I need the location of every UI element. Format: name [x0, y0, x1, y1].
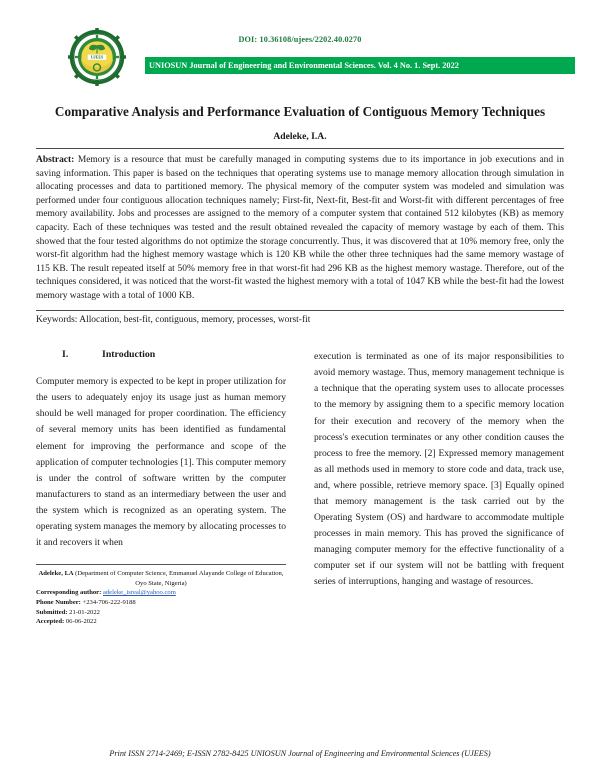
abstract-label: Abstract:: [36, 155, 75, 165]
section-heading: [36, 349, 286, 360]
submitted-value: 21-01-2022: [69, 608, 100, 616]
footnote-accepted-row: [36, 617, 286, 627]
abstract-paragraph: [36, 154, 564, 304]
doi-text: DOI: 10.36108/ujees/2202.40.0270: [238, 35, 362, 44]
column-right: [314, 349, 564, 627]
footnote-author-name: Adeleke, I.A: [38, 570, 74, 578]
submitted-label: Submitted:: [36, 608, 68, 616]
abstract-top-divider: [36, 148, 564, 149]
intro-right-text: execution is terminated as one of its major responsibilities to avoid memory wastage. Thus, memory management technique is a technique that the operating system uses to allocate processes to the memory by assigning them to a specific memory location for their execution and recovery of the memory when the process's execution terminates or any other condition causes the process to free the memory. [2] Expressed memory management as all methods used in memory to store code and data, track use, and, where possible, retrieve memory space. [3] Equally opined that memory management is the task carried out by the Operating System (OS) and hardware to accommodate multiple processes in main memory. This has proved the significance of managing computer memory for the effective functionality of a computer set if our system will not be battling with frequent series of interruptions, hanging and wastage of resources.: [314, 351, 564, 588]
section-number: I.: [62, 349, 69, 361]
body-columns: [36, 349, 564, 627]
abstract-body: Memory is a resource that must be carefully managed in computing systems due to its importance in job executions and in saving information. This paper is based on the techniques that operating systems use to manage memory allocation through simulation in allocating processes and data to partitioned memory. The physical memory of the computer system was modeled and simulation was performed under four contiguous allocation techniques namely; First-fit, Next-fit, Best-fit and Worst-fit with different percentages of free memory availability. Jobs and processes are assigned to the memory of a computer system that contained 512 kilobytes (KB) as memory capacity. Each of these techniques was tested and the result obtained revealed the capacity of memory wastage by each of them. This showed that the four tested algorithms do not optimize the storage concurrently. Thus, it was discovered that at 10% memory free, only the worst-fit algorithm had the highest memory wastage which is 120 KB while the other three techniques had the same memory wastage of 115 KB. The result repeated itself at 50% memory free in that worst-fit had 296 KB as the highest memory wastage. Therefore, out of the techniques considered, it was noticed that the worst-fit wasted the highest memory with a total of 1047 KB while the best-fit had the lowest memory wastage with a total of 1000 KB.: [36, 155, 564, 301]
accepted-value: 06-06-2022: [65, 618, 97, 626]
footnote-phone-row: [36, 598, 286, 608]
section-title: Introduction: [102, 349, 156, 361]
footnote-submitted-row: [36, 608, 286, 618]
footnote-affiliation-text: (Department of Computer Science, Emmanuel Alayande College of Education, Oyo State, Nigeria): [75, 570, 284, 587]
keywords-line: Keywords: Allocation, best-fit, contiguous, memory, processes, worst-fit: [36, 314, 311, 325]
column-left: [36, 349, 286, 627]
author-name: Adeleke, I.A.: [273, 131, 327, 142]
footnote-corresponding-row: [36, 588, 286, 598]
accepted-label: Accepted:: [36, 618, 65, 626]
phone-value: +234-706-222-9188: [82, 598, 136, 606]
footnote-affiliation: [36, 569, 286, 588]
page-footer: Print ISSN 2714-2469; E-ISSN 2782-8425 UNIOSUN Journal of Engineering and Environmental Sciences (UJEES): [109, 749, 491, 758]
logo-wordmark: UJEES: [90, 54, 104, 60]
intro-left-text: Computer memory is expected to be kept in proper utilization for the users to adequately enjoy its usage just as human memory should be well managed for proper coordination. The efficiency of several memory units has been identified as fundamental element for improving the performance and scope of the application of computer technologies [1]. This computer memory is under the control of software written by the computer manufacturers to stand as an intermediary between the user and the system which is recognized as an operating system. The operating system manages the memory by allocating processes to it and recovers it when: [36, 376, 286, 549]
page-header: [0, 0, 600, 98]
author-footnote-box: [36, 564, 286, 627]
corresponding-author-label: Corresponding author:: [36, 589, 102, 597]
corresponding-author-email[interactable]: adeleke_isreal@yahoo.com: [102, 589, 176, 597]
page-title: Comparative Analysis and Performance Evaluation of Contiguous Memory Techniques: [54, 104, 546, 119]
abstract-bottom-divider: [36, 310, 564, 311]
phone-label: Phone Number:: [36, 598, 81, 606]
journal-banner: UNIOSUN Journal of Engineering and Environmental Sciences. Vol. 4 No. 1. Sept. 2022: [145, 57, 575, 74]
